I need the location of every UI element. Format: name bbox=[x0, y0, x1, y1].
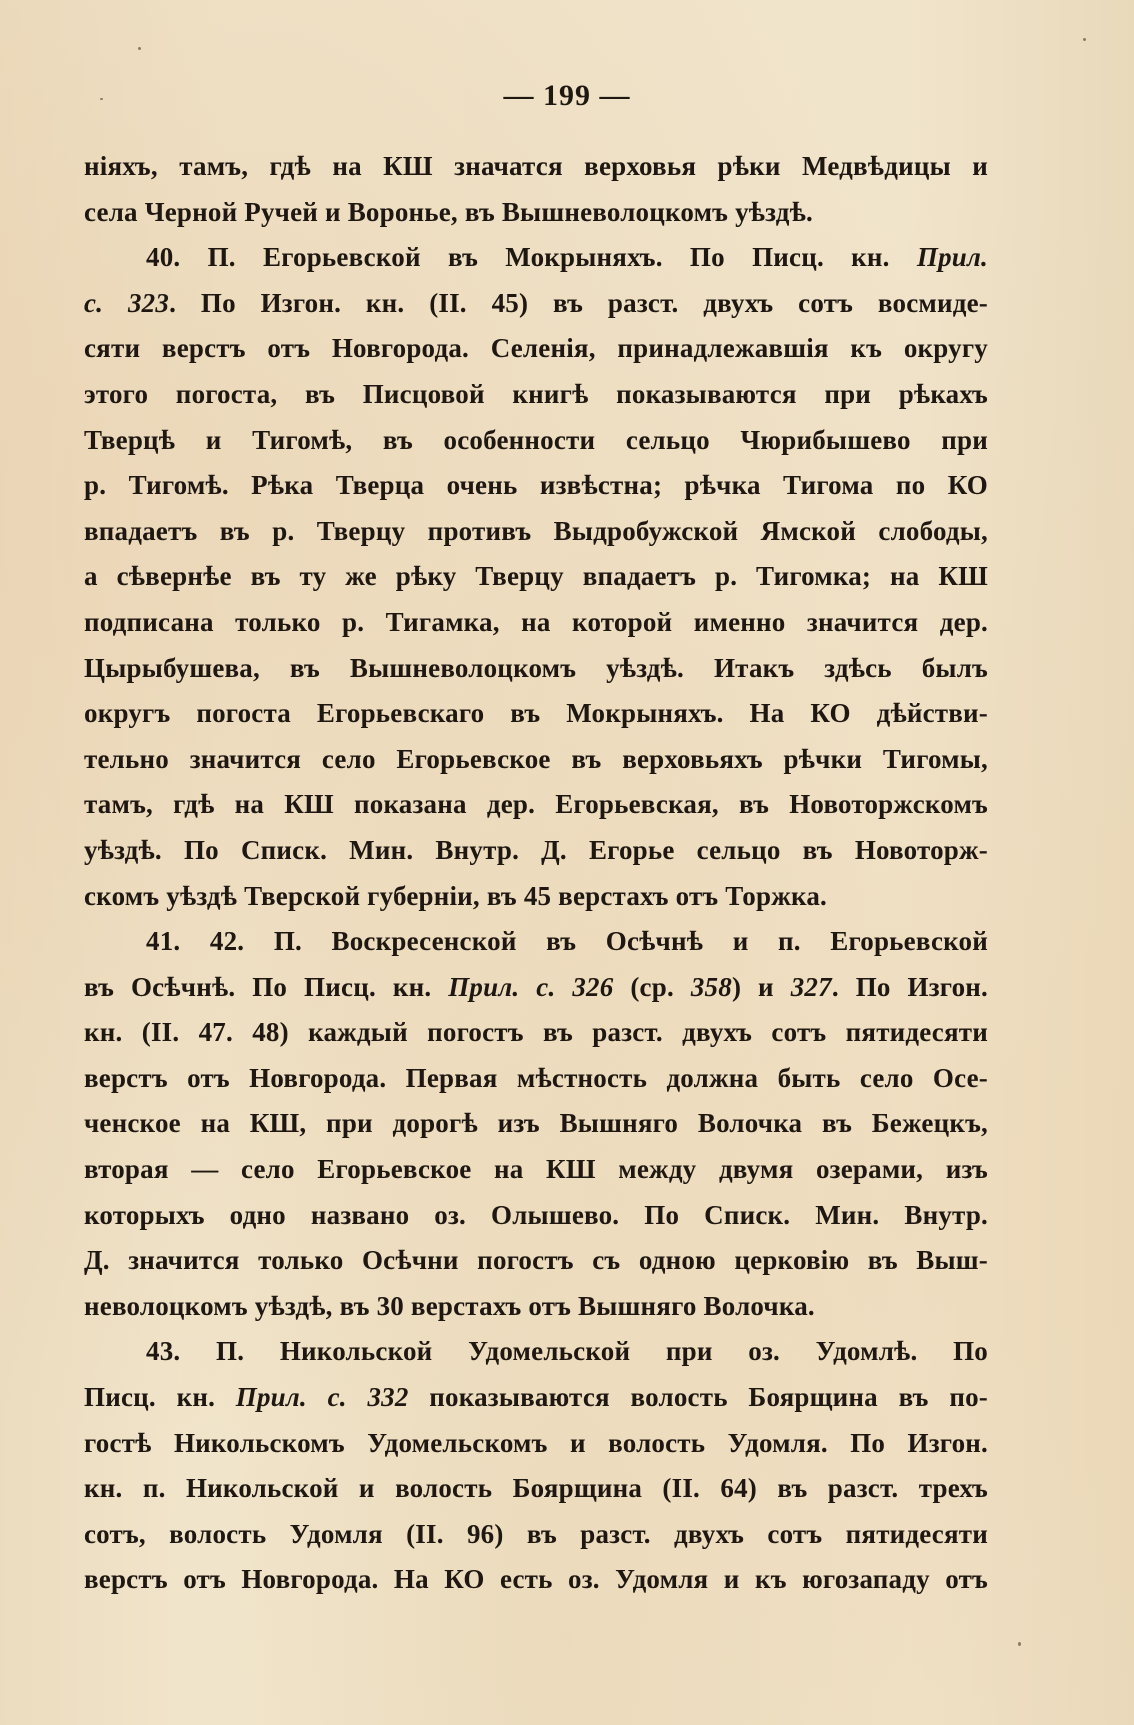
text-run: вторая — село Егорьевское на КШ между двумя озерами, изъ bbox=[84, 1154, 988, 1185]
text-run: верстъ отъ Новгорода. На КО есть оз. Удомля и къ югозападу отъ bbox=[84, 1564, 988, 1595]
text-line bbox=[84, 554, 988, 600]
text-run: сотъ, волость Удомля (II. 96) въ разст. двухъ сотъ пятидесяти bbox=[84, 1518, 988, 1549]
page-number: — 199 — bbox=[503, 79, 631, 112]
text-run: гостѣ Никольскомъ Удомельскомъ и волость Удомля. По Изгон. bbox=[84, 1427, 988, 1458]
text-run: округъ погоста Егорьевскаго въ Мокрыняхъ. На КО дѣйстви- bbox=[84, 698, 988, 729]
text-line bbox=[84, 737, 988, 783]
text-run: . По Изгон. bbox=[831, 971, 988, 1002]
ink-speck bbox=[138, 47, 141, 50]
text-line bbox=[84, 372, 988, 418]
italic-reference: Прил. bbox=[916, 242, 988, 273]
text-line bbox=[84, 1238, 988, 1284]
text-run: . По Изгон. кн. (II. 45) въ разст. двухъ сотъ восмиде- bbox=[169, 287, 988, 318]
text-line bbox=[84, 1010, 988, 1056]
text-line bbox=[84, 1557, 988, 1603]
text-line bbox=[84, 691, 988, 737]
text-run: (ср. bbox=[613, 971, 691, 1002]
text-run: Тверцѣ и Тигомѣ, въ особенности сельцо Чюрибышево при bbox=[84, 424, 988, 455]
text-line bbox=[84, 965, 988, 1011]
text-line bbox=[84, 418, 988, 464]
body-text bbox=[84, 144, 988, 1603]
text-line bbox=[84, 1329, 988, 1375]
text-run: тамъ, гдѣ на КШ показана дер. Егорьевская, въ Новоторжскомъ bbox=[84, 789, 988, 820]
text-run: нiяхъ, тамъ, гдѣ на КШ значатся верховья рѣки Медвѣдицы и bbox=[84, 151, 988, 181]
text-line bbox=[84, 190, 988, 236]
text-line bbox=[84, 1375, 988, 1421]
text-run: 43. П. Никольской Удомельской при оз. Удомлѣ. По bbox=[146, 1336, 988, 1367]
text-run: которыхъ одно названо оз. Олышево. По Списк. Мин. Внутр. bbox=[84, 1199, 988, 1230]
text-line bbox=[84, 235, 988, 281]
text-line bbox=[84, 144, 988, 190]
text-line bbox=[84, 1512, 988, 1558]
italic-reference: Прил. с. 332 bbox=[235, 1382, 409, 1413]
text-line bbox=[84, 1284, 988, 1330]
text-line bbox=[84, 463, 988, 509]
text-run: 41. 42. П. Воскресенской въ Осѣчнѣ и п. Егорьевской bbox=[146, 926, 988, 957]
text-run: ченское на КШ, при дорогѣ изъ Вышняго Волочка въ Бежецкъ, bbox=[84, 1108, 988, 1139]
text-line bbox=[84, 1147, 988, 1193]
text-line bbox=[84, 326, 988, 372]
text-run: неволоцкомъ уѣздѣ, въ 30 верстахъ отъ Вышняго Волочка. bbox=[84, 1290, 815, 1321]
ink-speck bbox=[1018, 1642, 1021, 1646]
italic-reference: с. 323 bbox=[84, 287, 170, 318]
ink-speck bbox=[1083, 38, 1086, 41]
text-line bbox=[84, 874, 988, 920]
text-run: кн. (II. 47. 48) каждый погостъ въ разст. двухъ сотъ пятидесяти bbox=[84, 1017, 988, 1048]
text-run: ) и bbox=[731, 971, 791, 1002]
text-run: показываются волость Боярщина въ по- bbox=[408, 1382, 988, 1413]
text-line bbox=[84, 281, 988, 327]
text-line bbox=[84, 1101, 988, 1147]
text-run: кн. п. Никольской и волость Боярщина (II. 64) въ разст. трехъ bbox=[84, 1473, 988, 1504]
italic-reference: 327 bbox=[790, 971, 832, 1002]
text-run: уѣздѣ. По Списк. Мин. Внутр. Д. Егорье сельцо въ Новоторж- bbox=[84, 834, 988, 865]
text-line bbox=[84, 1193, 988, 1239]
text-run: тельно значится село Егорьевское въ верховьяхъ рѣчки Тигомы, bbox=[84, 743, 988, 774]
text-run: села Черной Ручей и Воронье, въ Вышневолоцкомъ уѣздѣ. bbox=[84, 196, 813, 227]
italic-reference: Прил. с. 326 bbox=[448, 971, 614, 1002]
text-run: Писц. кн. bbox=[84, 1382, 236, 1413]
text-run: впадаетъ въ р. Тверцу противъ Выдробужской Ямской слободы, bbox=[84, 515, 988, 546]
text-line bbox=[84, 1466, 988, 1512]
text-line bbox=[84, 509, 988, 555]
text-line bbox=[84, 1056, 988, 1102]
text-run: Д. значится только Осѣчни погостъ съ одною церковiю въ Выш- bbox=[84, 1245, 988, 1276]
text-run: въ Осѣчнѣ. По Писц. кн. bbox=[84, 971, 449, 1002]
text-run: верстъ отъ Новгорода. Первая мѣстность должна быть село Осе- bbox=[84, 1062, 988, 1093]
text-run: сяти верстъ отъ Новгорода. Селенiя, принадлежавшiя къ округу bbox=[84, 333, 988, 364]
text-line bbox=[84, 600, 988, 646]
text-run: этого погоста, въ Писцовой книгѣ показываются при рѣкахъ bbox=[84, 378, 988, 409]
italic-reference: 358 bbox=[690, 971, 732, 1002]
text-run: а сѣвернѣе въ ту же рѣку Тверцу впадаетъ р. Тигомка; на КШ bbox=[84, 561, 988, 592]
text-run: скомъ уѣздѣ Тверской губернiи, въ 45 верстахъ отъ Торжка. bbox=[84, 880, 827, 911]
text-line bbox=[84, 919, 988, 965]
text-line bbox=[84, 782, 988, 828]
ink-speck bbox=[100, 98, 103, 100]
text-run: 40. П. Егорьевской въ Мокрыняхъ. По Писц. кн. bbox=[146, 242, 917, 273]
text-line bbox=[84, 1421, 988, 1467]
text-line bbox=[84, 646, 988, 692]
text-run: Цырыбушева, въ Вышневолоцкомъ уѣздѣ. Итакъ здѣсь былъ bbox=[84, 652, 988, 683]
text-run: р. Тигомѣ. Рѣка Тверца очень извѣстна; рѣчка Тигома по КО bbox=[84, 470, 988, 501]
text-run: подписана только р. Тигамка, на которой именно значится дер. bbox=[84, 606, 988, 637]
text-line bbox=[84, 828, 988, 874]
